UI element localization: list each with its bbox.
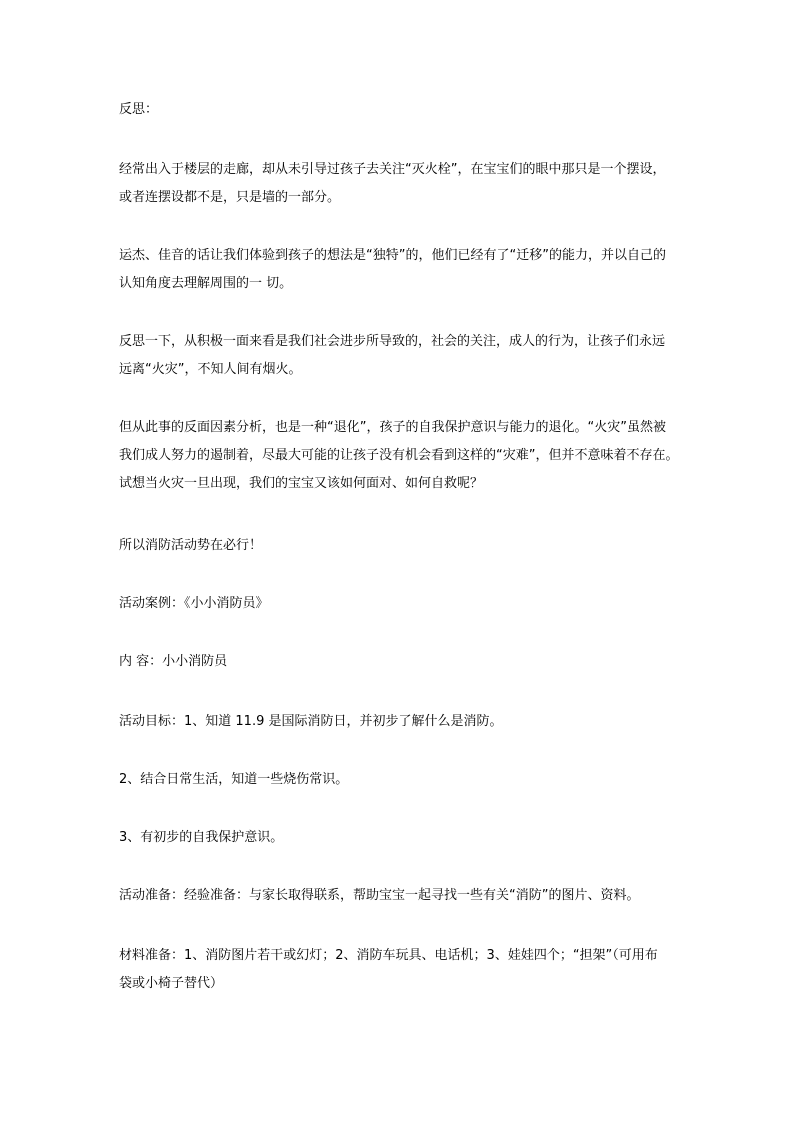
paragraph-line: 我们成人努力的遏制着，尽最大可能的让孩子没有机会看到这样的“灾难”，但并不意味着不存在。 [119,448,679,463]
paragraph-corridor [119,156,679,212]
activity-goal-1 [119,708,679,736]
activity-goal-3 [119,824,679,852]
activity-goal-2 [119,766,679,794]
paragraph-line: 所以消防活动势在必行！ [119,538,263,553]
paragraph-line: 远离“火灾”，不知人间有烟火。 [119,362,302,377]
activity-content [119,648,679,676]
paragraph-line: 材料准备：1、消防图片若干或幻灯；2、消防车玩具、电话机；3、娃娃四个；“担架”（可用布 [119,948,658,963]
paragraph-line: 活动案例：《小小消防员》 [119,596,269,611]
paragraph-line: 袋或小椅子替代） [119,976,224,991]
heading-text: 反思： [119,102,159,117]
paragraph-line: 运杰、佳音的话让我们体验到孩子的想法是“独特”的，他们已经有了“迁移”的能力，并以自己的 [119,248,666,263]
paragraph-line: 3、有初步的自我保护意识。 [119,830,284,845]
paragraph-line: 或者连摆设都不是，只是墙的一部分。 [119,190,341,205]
paragraph-line: 活动准备：经验准备：与家长取得联系，帮助宝宝一起寻找一些有关“消防”的图片、资料。 [119,888,640,903]
heading-reflection [119,96,679,124]
activity-case-title [119,590,679,618]
paragraph-line: 反思一下，从积极一面来看是我们社会进步所导致的，社会的关注，成人的行为，让孩子们永远 [119,334,666,349]
paragraph-positive-reflection [119,328,679,384]
paragraph-conclusion [119,532,679,560]
paragraph-line: 活动目标：1、知道 11.9 是国际消防日，并初步了解什么是消防。 [119,714,503,729]
paragraph-line: 试想当火灾一旦出现，我们的宝宝又该如何面对、如何自救呢？ [119,476,484,491]
paragraph-children-ideas [119,242,679,298]
paragraph-line: 认知角度去理解周围的一 切。 [119,276,293,291]
activity-preparation-materials [119,942,679,998]
activity-preparation-experience [119,882,679,910]
paragraph-negative-analysis [119,414,679,498]
paragraph-line: 但从此事的反面因素分析，也是一种“退化”，孩子的自我保护意识与能力的退化。“火灾”虽然被 [119,420,666,435]
paragraph-line: 2、结合日常生活，知道一些烧伤常识。 [119,772,349,787]
paragraph-line: 内 容：小小消防员 [119,654,228,669]
paragraph-line: 经常出入于楼层的走廊，却从未引导过孩子去关注“灭火栓”，在宝宝们的眼中那只是一个摆设， [119,162,666,177]
